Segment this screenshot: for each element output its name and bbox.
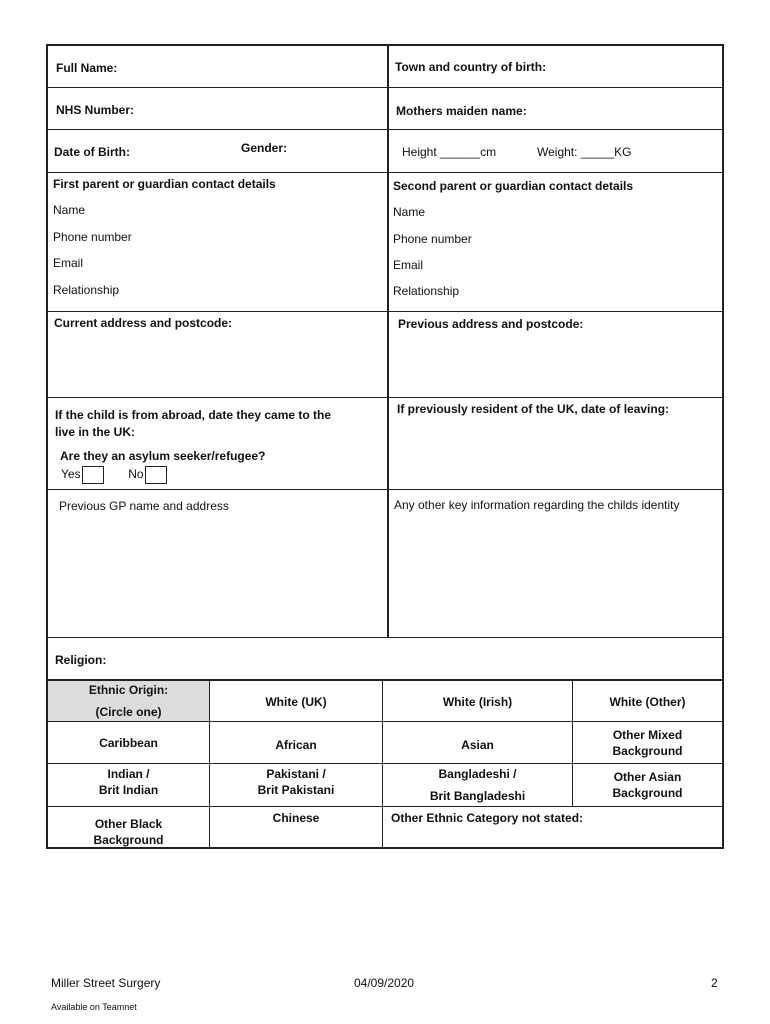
option-other-mixed[interactable] [573,727,722,759]
ethnic-origin-header [48,681,209,721]
pakistani-line2: Brit Pakistani [257,783,335,798]
circle-one-instruction: (Circle one) [95,705,162,720]
asylum-question: Are they an asylum seeker/refugee? [60,449,266,463]
date-of-birth-label: Date of Birth: [54,145,130,159]
option-asian[interactable]: Asian [461,738,494,752]
option-indian[interactable] [48,766,209,798]
full-name-label: Full Name: [56,61,118,75]
first-parent-email-label: Email [53,256,84,270]
footer-available-note: Available on Teamnet [51,1002,137,1012]
option-other-asian[interactable] [573,769,722,801]
bangladeshi-line2: Brit Bangladeshi [429,789,526,804]
no-checkbox[interactable] [145,466,167,484]
bangladeshi-line1: Bangladeshi / [438,767,517,781]
option-white-other[interactable]: White (Other) [609,695,686,709]
option-chinese[interactable]: Chinese [272,811,320,825]
mothers-maiden-name-label: Mothers maiden name: [396,104,527,118]
town-country-birth-label: Town and country of birth: [395,60,547,74]
current-address-label: Current address and postcode: [54,316,233,330]
no-label: No [128,467,144,482]
abroad-date-label-line2: live in the UK: [55,425,136,439]
second-parent-phone-label: Phone number [393,232,472,246]
previous-address-label: Previous address and postcode: [398,317,584,331]
nhs-number-label: NHS Number: [56,103,135,117]
footer-practice-name: Miller Street Surgery [51,976,161,990]
indian-line2: Brit Indian [98,783,159,798]
first-parent-name-label: Name [53,203,86,217]
other-black-line2: Background [93,833,164,848]
second-parent-name-label: Name [393,205,426,219]
uk-leaving-date-label: If previously resident of the UK, date of leaving: [397,402,670,416]
yes-label: Yes [61,467,81,482]
option-pakistani[interactable] [210,766,382,798]
option-bangladeshi[interactable] [383,766,572,804]
pakistani-line1: Pakistani / [266,767,326,781]
other-black-line1: Other Black [94,817,163,831]
option-other-black[interactable] [48,816,209,848]
option-african[interactable]: African [275,738,317,752]
religion-label: Religion: [55,653,107,667]
second-parent-email-label: Email [393,258,424,272]
second-parent-relationship-label: Relationship [393,284,460,298]
gender-label: Gender: [241,141,288,155]
first-parent-phone-label: Phone number [53,230,132,244]
ethnic-origin-title: Ethnic Origin: [88,683,169,697]
other-mixed-line1: Other Mixed [612,728,683,742]
option-white-irish[interactable]: White (Irish) [442,695,513,709]
other-mixed-line2: Background [612,744,683,759]
other-key-info-label: Any other key information regarding the childs identity [394,498,680,512]
footer-date: 04/09/2020 [354,976,415,990]
option-caribbean[interactable]: Caribbean [99,736,158,750]
option-other-not-stated[interactable]: Other Ethnic Category not stated: [391,811,584,825]
footer-page-number: 2 [711,976,718,990]
second-parent-title: Second parent or guardian contact details [393,179,634,193]
first-parent-title: First parent or guardian contact details [53,177,276,191]
height-label: Height ______cm [402,145,497,159]
indian-line1: Indian / [107,767,150,781]
other-asian-line1: Other Asian [613,770,682,784]
first-parent-relationship-label: Relationship [53,283,120,297]
other-asian-line2: Background [612,786,683,801]
option-white-uk[interactable]: White (UK) [265,695,327,709]
abroad-date-label-line1: If the child is from abroad, date they came to the [55,408,332,422]
weight-label: Weight: _____KG [537,145,632,159]
yes-checkbox[interactable] [82,466,104,484]
asylum-options [61,466,167,484]
previous-gp-label: Previous GP name and address [59,499,229,513]
